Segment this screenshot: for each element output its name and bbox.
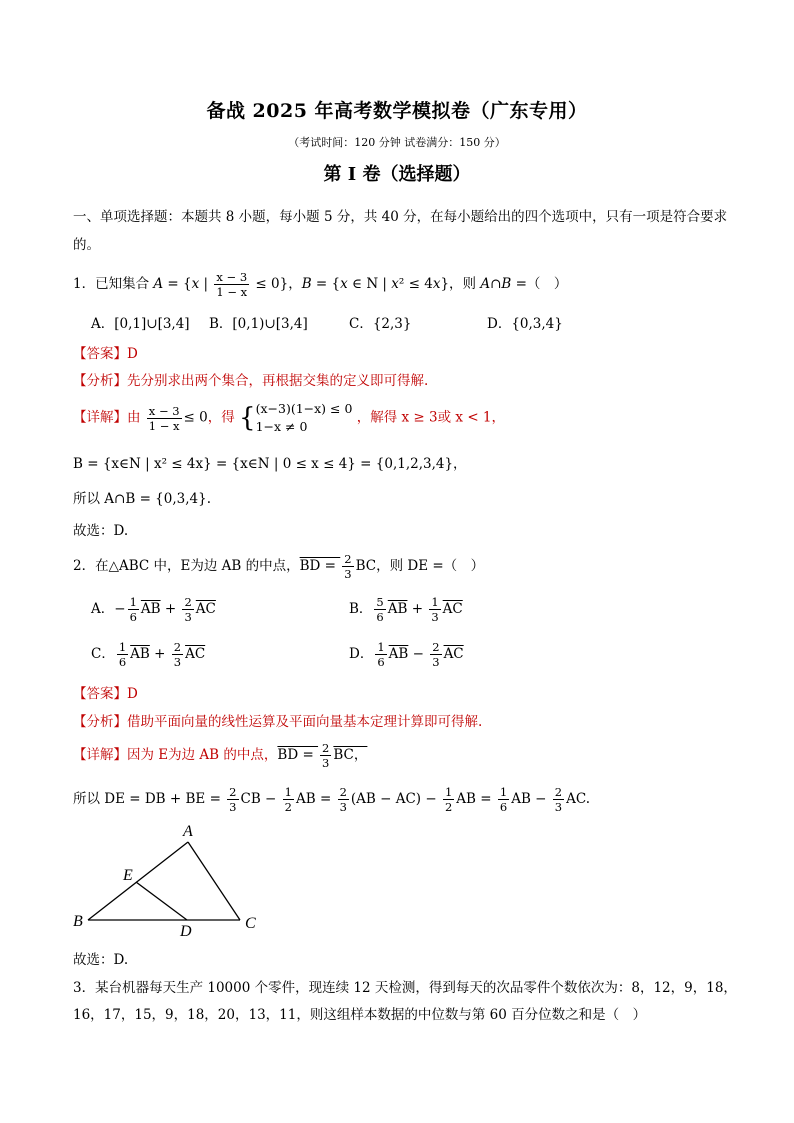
system-line: 1−x ≠ 0 <box>255 419 308 434</box>
q2-option-d: D． $\frac{1}{6}$ $\overline{AB}$ − $\frac{2}{3}$ $\overline{AC}$ <box>349 640 464 669</box>
exam-info: （考试时间：120 分钟 试卷满分：150 分） <box>288 136 506 149</box>
q2-vector: BD = <box>299 558 341 574</box>
analysis-text: 借助平面向量的线性运算及平面向量基本定理计算即可得解. <box>127 714 483 730</box>
label-b: B <box>73 913 83 930</box>
document-title: 备战 2025 年高考数学模拟卷（广东专用） <box>206 100 588 122</box>
answer-value: D <box>127 686 138 702</box>
q1-detail-3: 所以 A∩B = {0,3,4}. <box>73 491 211 507</box>
q1-detail-2: B = {x∈N | x² ≤ 4x} = {x∈N | 0 ≤ x ≤ 4} = {0,1,2,3,4}， <box>73 456 467 472</box>
detail-text: AC. <box>566 791 590 807</box>
q1-option-b: B．[0,1)∪[3,4] <box>209 316 308 332</box>
side-ab <box>88 842 188 920</box>
vector: BC， <box>333 747 368 763</box>
q1-detail-fraction: $\frac{x - 3}{1 - x}$ <box>148 403 180 433</box>
label-a: A <box>183 823 193 840</box>
answer-tag: 【答案】 <box>73 686 127 702</box>
q1-option-d: D．{0,3,4} <box>487 316 563 332</box>
q1-option-a: A．[0,1]∪[3,4] <box>91 316 190 332</box>
q2-detail-2: 所以 DE = DB + BE = $\frac{2}{3}$ CB − $\frac{1}{2}$ AB = $\frac{2}{3}$ (AB − AC) − $\frac{1}{2}$ AB = $\frac{1}{6}$ AB − $\frac{2}{3}$ AC. <box>73 785 590 814</box>
label-d: D <box>180 923 192 940</box>
option-label: D． <box>349 646 374 662</box>
q1-option-c: C．{2,3} <box>349 316 412 332</box>
option-label: B． <box>349 601 373 617</box>
q1-detail-1: 【详解】由 $\frac{x - 3}{1 - x}$ ≤ 0，得 { (x−3)(1−x) ≤ 0 1−x ≠ 0 ，解得 x ≥ 3或 x < 1， <box>73 401 506 434</box>
q3-line-1: 3．某台机器每天生产 10000 个零件，现连续 12 天检测，得到每天的次品零件个数依次为：8，12，9，18， <box>73 980 737 996</box>
detail-text: AB = <box>295 791 336 807</box>
q2-option-b: B． $\frac{5}{6}$ $\overline{AB}$ + $\frac{1}{3}$ $\overline{AC}$ <box>349 595 463 624</box>
detail-text: 由 <box>127 409 141 426</box>
q2-option-c: C． $\frac{1}{6}$ $\overline{AB}$ + $\frac{2}{3}$ $\overline{AC}$ <box>91 640 206 669</box>
analysis-tag: 【分析】 <box>73 373 127 389</box>
detail-text: AB = <box>456 791 496 807</box>
instructions: 一、单项选择题：本题共 8 小题，每小题 5 分，共 40 分，在每小题给出的四个选项中，只有一项是符合要求的。 <box>73 209 728 253</box>
q1-prefix: 1．已知集合 <box>73 276 150 292</box>
detail-tag: 【详解】 <box>73 409 127 426</box>
q1-answer <box>73 342 138 362</box>
side-ac <box>188 842 240 920</box>
q2-detail-1: 【详解】因为 E为边 AB 的中点，BD = $\frac{2}{3}$ BC， <box>73 741 368 770</box>
label-e: E <box>123 867 133 884</box>
detail-text: (AB − AC) − <box>350 791 441 807</box>
q1-stem: 1．已知集合 A = {x | $\frac{x - 3}{1 - x}$ ≤ 0}，B = {x ∈ N | x² ≤ 4x}，则 A∩B =（ ） <box>73 270 568 299</box>
q2-choice: 故选：D. <box>73 952 129 968</box>
segment-ed <box>136 882 187 920</box>
analysis-tag: 【分析】 <box>73 714 127 730</box>
triangle-figure <box>70 822 270 942</box>
q2-stem: 2．在△ABC 中，E为边 AB 的中点，BD = $\frac{2}{3}$ BC，则 DE =（ ） <box>73 552 485 581</box>
q1-fraction: $\frac{x - 3}{1 - x}$ <box>216 270 248 299</box>
option-label: C． <box>91 646 115 662</box>
vector: BD = <box>277 747 319 763</box>
q2-option-a: A．− $\frac{1}{6}$ $\overline{AB}$ + $\frac{2}{3}$ $\overline{AC}$ <box>91 595 216 624</box>
q1-choice: 故选：D. <box>73 523 129 539</box>
q3-line-2: 16，17，15，9，18，20，13，11，则这组样本数据的中位数与第 60 百分位数之和是（ ） <box>73 1007 647 1023</box>
analysis-text: 先分别求出两个集合，再根据交集的定义即可得解. <box>127 373 429 389</box>
detail-text: CB − <box>240 791 281 807</box>
system-line: (x−3)(1−x) ≤ 0 <box>255 401 353 416</box>
detail-text: ，得 <box>207 409 235 426</box>
detail-text: 所以 DE = DB + BE = <box>73 791 226 807</box>
answer-tag: 【答案】 <box>73 346 127 362</box>
q2-stem-tail: BC，则 DE =（ ） <box>355 558 485 574</box>
detail-text: 因为 E为边 AB 的中点， <box>127 747 278 763</box>
label-c: C <box>245 915 256 932</box>
option-label: A．− <box>91 601 126 617</box>
q2-stem-text: 2．在△ABC 中，E为边 AB 的中点， <box>73 558 300 574</box>
answer-value: D <box>127 346 138 362</box>
q2-analysis <box>73 710 482 730</box>
section-heading: 第 I 卷（选择题） <box>323 164 471 185</box>
detail-tag: 【详解】 <box>73 747 127 763</box>
detail-text: ，解得 x ≥ 3或 x < 1， <box>356 409 506 426</box>
q2-answer <box>73 682 138 702</box>
q1-analysis <box>73 369 428 389</box>
detail-text: AB − <box>511 791 551 807</box>
